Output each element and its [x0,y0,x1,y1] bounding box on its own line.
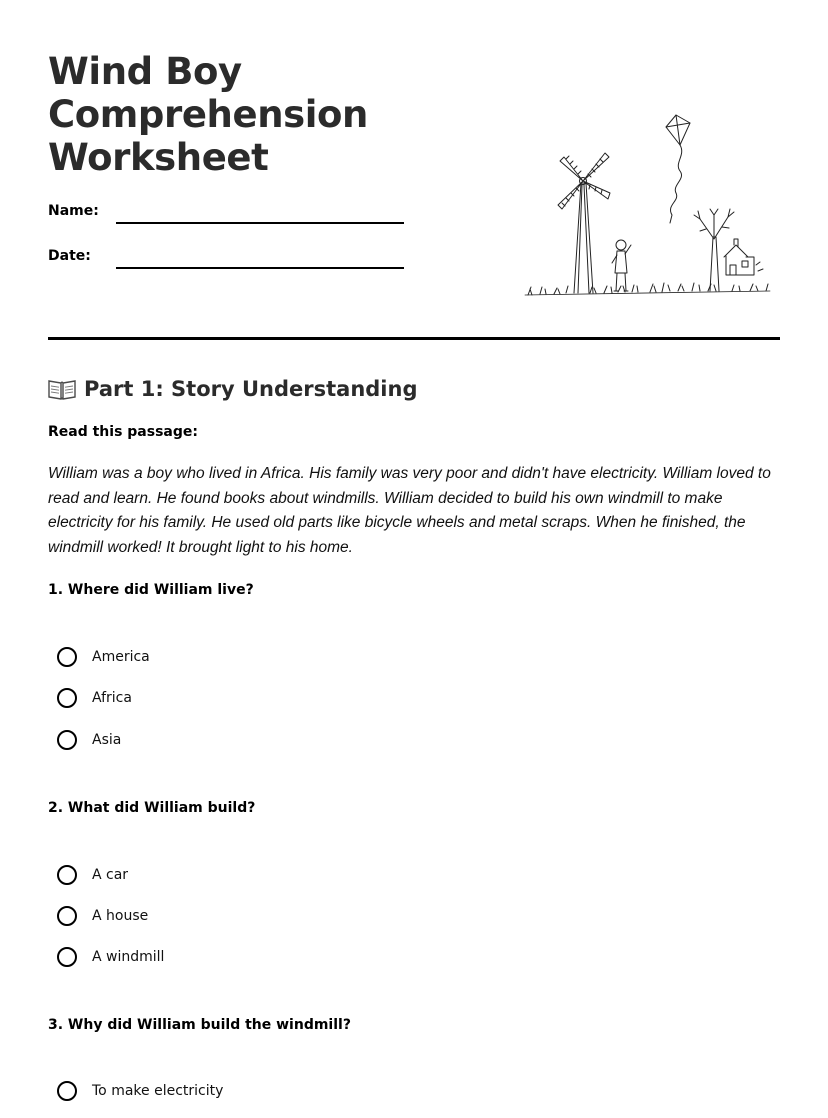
name-field [48,201,408,231]
grass-icon [525,283,770,295]
boy-icon [612,240,631,291]
q1-option-asia[interactable] [57,727,121,753]
date-field [48,246,408,276]
house-icon [724,239,763,275]
q2-option-windmill[interactable] [57,944,164,970]
date-input-line[interactable] [116,267,404,269]
radio-button[interactable] [57,865,77,885]
title-line-2: Comprehension [48,93,368,136]
radio-button[interactable] [57,906,77,926]
date-label: Date: [48,248,91,264]
radio-button[interactable] [57,730,77,750]
kite-icon [666,115,690,223]
windmill-icon [558,153,610,293]
question-2: 2. What did William build? [48,800,256,816]
title-line-3: Worksheet [48,136,269,179]
name-label: Name: [48,203,99,219]
read-passage-label: Read this passage: [48,424,198,440]
q1-option-africa[interactable] [57,685,132,711]
q3-option-electricity[interactable] [57,1078,223,1104]
q1-option-america[interactable] [57,644,150,670]
radio-button[interactable] [57,1081,77,1101]
name-input-line[interactable] [116,222,404,224]
worksheet-title [48,50,468,179]
radio-button[interactable] [57,947,77,967]
radio-button[interactable] [57,647,77,667]
story-passage: William was a boy who lived in Africa. His family was very poor and didn't have electricity. William loved to read and learn. He found books about windmills. William decided to build his own windmill to make electricity for his family. He used old parts like bicycle wheels and metal scraps. When he finished, the windmill worked! It brought light to his home. [48,465,771,556]
option-label: A house [92,908,149,924]
option-label: A car [92,867,129,883]
question-1: 1. Where did William live? [48,582,254,598]
option-label: America [92,649,150,665]
q2-option-car[interactable] [57,862,128,888]
windmill-boy-illustration [520,105,780,305]
radio-button[interactable] [57,688,77,708]
option-label: To make electricity [92,1083,224,1099]
header-divider [48,337,780,340]
option-label: Africa [92,690,132,706]
part-1-heading-text: Part 1: Story Understanding [84,377,418,401]
title-line-1: Wind Boy [48,50,242,93]
question-3: 3. Why did William build the windmill? [48,1017,351,1033]
q2-option-house[interactable] [57,903,148,929]
option-label: Asia [92,732,122,748]
part-1-heading [48,373,417,405]
option-label: A windmill [92,949,165,965]
open-book-icon [48,378,76,400]
tree-icon [694,209,734,291]
